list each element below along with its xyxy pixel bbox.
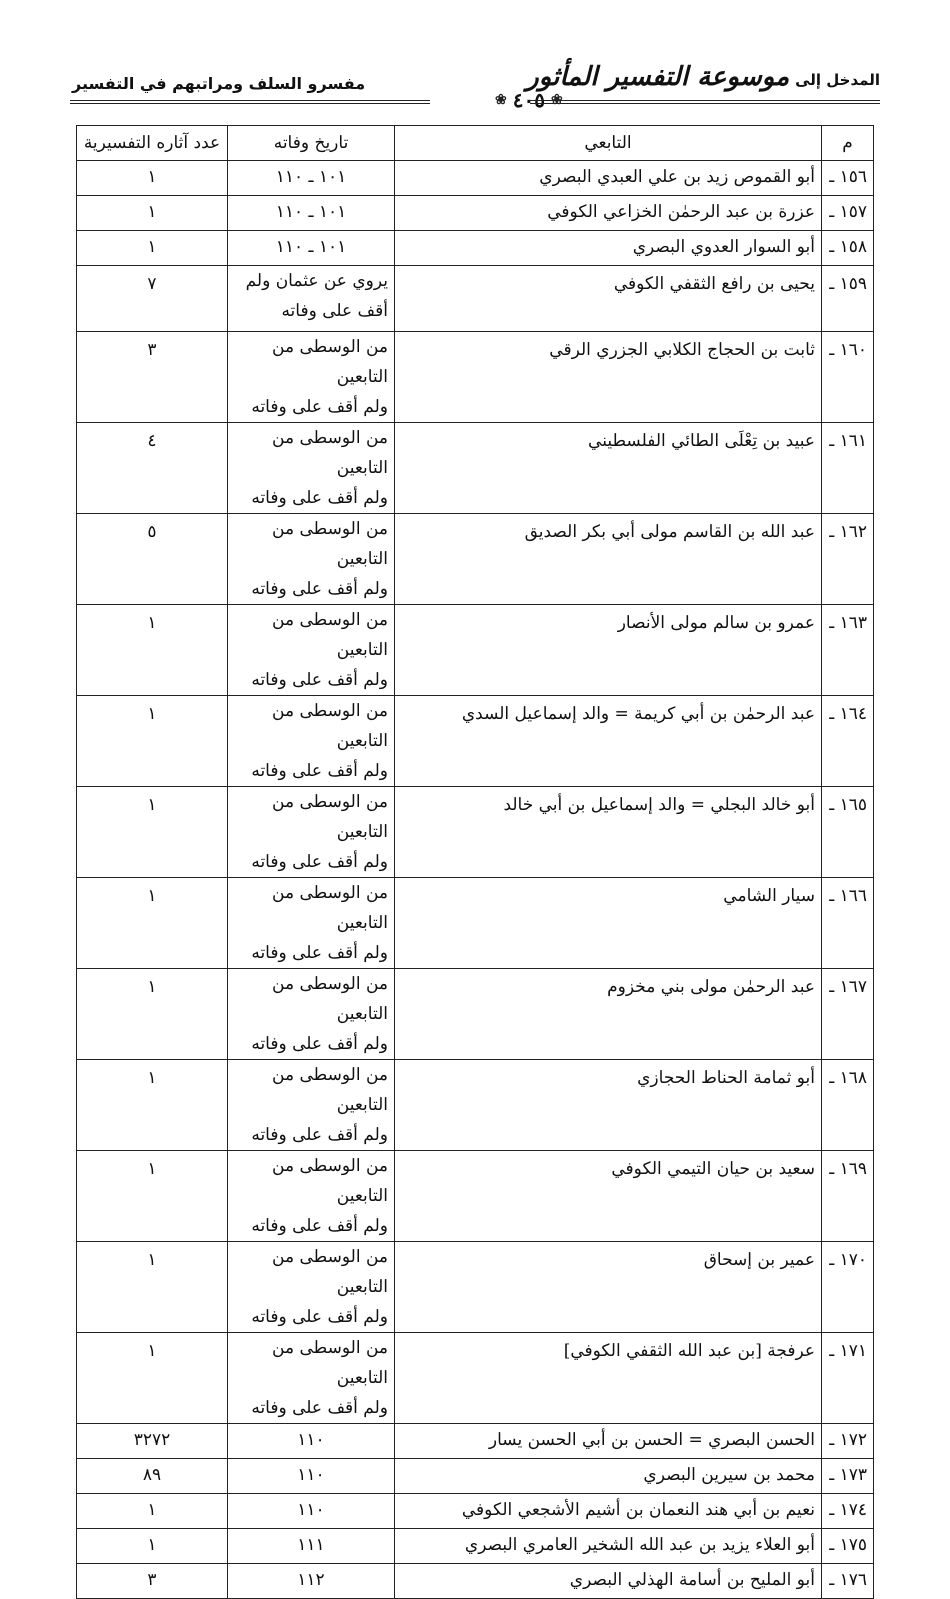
table-row <box>77 161 874 196</box>
death-date-line: يروي عن عثمان ولم <box>245 271 388 291</box>
table-row <box>77 1424 874 1459</box>
table-row <box>77 514 874 605</box>
tabii-name: ثابت بن الحجاج الكلابي الجزري الرقي <box>395 332 822 423</box>
row-number: ١٦٦ ـ <box>822 878 874 969</box>
death-date <box>228 423 395 514</box>
death-date <box>228 332 395 423</box>
column-header-death-date: تاريخ وفاته <box>228 126 395 161</box>
tabii-name: أبو ثمامة الحناط الحجازي <box>395 1060 822 1151</box>
table-row <box>77 1529 874 1564</box>
death-date-line: من الوسطى من التابعين <box>272 428 388 478</box>
row-number: ١٦٩ ـ <box>822 1151 874 1242</box>
death-date-line: من الوسطى من التابعين <box>272 974 388 1024</box>
tabieen-table <box>76 125 874 1599</box>
death-date <box>228 1333 395 1424</box>
athar-count: ١ <box>77 1242 228 1333</box>
tabii-name: أبو السوار العدوي البصري <box>395 231 822 266</box>
athar-count: ١ <box>77 1333 228 1424</box>
tabii-name: أبو خالد البجلي = والد إسماعيل بن أبي خالد <box>395 787 822 878</box>
tabii-name: عمرو بن سالم مولى الأنصار <box>395 605 822 696</box>
death-date-line: من الوسطى من التابعين <box>272 1247 388 1297</box>
tabii-name: يحيى بن رافع الثقفي الكوفي <box>395 266 822 332</box>
death-date-line: من الوسطى من التابعين <box>272 701 388 751</box>
book-title: موسوعة التفسير المأثور <box>526 62 790 92</box>
row-number: ١٧٠ ـ <box>822 1242 874 1333</box>
row-number: ١٧٢ ـ <box>822 1424 874 1459</box>
death-date <box>228 1060 395 1151</box>
row-number: ١٧١ ـ <box>822 1333 874 1424</box>
header-rule <box>530 100 880 101</box>
athar-count: ١ <box>77 1494 228 1529</box>
athar-count: ٣ <box>77 1564 228 1599</box>
death-date <box>228 266 395 332</box>
ornament-icon: ❀ <box>495 92 507 108</box>
athar-count: ١ <box>77 605 228 696</box>
death-date-line: أقف على وفاته <box>281 301 388 321</box>
table-row <box>77 1333 874 1424</box>
table-row <box>77 423 874 514</box>
death-date-line: ولم أقف على وفاته <box>251 1034 388 1054</box>
header-rule <box>530 103 880 104</box>
table-row <box>77 231 874 266</box>
death-date <box>228 605 395 696</box>
row-number: ١٧٥ ـ <box>822 1529 874 1564</box>
death-date-line: ولم أقف على وفاته <box>251 761 388 781</box>
column-header-number: م <box>822 126 874 161</box>
row-number: ١٦٨ ـ <box>822 1060 874 1151</box>
athar-count: ١ <box>77 161 228 196</box>
athar-count: ٥ <box>77 514 228 605</box>
athar-count: ١ <box>77 1151 228 1242</box>
death-date-line: ولم أقف على وفاته <box>251 852 388 872</box>
table-row <box>77 1459 874 1494</box>
tabii-name: عبد الرحمٰن بن أبي كريمة = والد إسماعيل السدي <box>395 696 822 787</box>
row-number: ١٦٣ ـ <box>822 605 874 696</box>
row-number: ١٦٤ ـ <box>822 696 874 787</box>
table-row <box>77 878 874 969</box>
death-date: ١٠١ ـ ١١٠ <box>228 196 395 231</box>
athar-count: ٧ <box>77 266 228 332</box>
death-date <box>228 1151 395 1242</box>
athar-count: ١ <box>77 969 228 1060</box>
table-row <box>77 332 874 423</box>
tabii-name: أبو المليح بن أسامة الهذلي البصري <box>395 1564 822 1599</box>
tabii-name: سعيد بن حيان التيمي الكوفي <box>395 1151 822 1242</box>
death-date: ١١٠ <box>228 1494 395 1529</box>
table-row <box>77 696 874 787</box>
death-date <box>228 878 395 969</box>
tabii-name: عبيد بن تِعْلَى الطائي الفلسطيني <box>395 423 822 514</box>
table-row <box>77 605 874 696</box>
table-row <box>77 266 874 332</box>
tabii-name: عمير بن إسحاق <box>395 1242 822 1333</box>
table-row <box>77 969 874 1060</box>
row-number: ١٦٢ ـ <box>822 514 874 605</box>
column-header-count: عدد آثاره التفسيرية <box>77 126 228 161</box>
table-row <box>77 1494 874 1529</box>
chapter-title: مفسرو السلف ومراتبهم في التفسير <box>72 74 366 93</box>
tabii-name: عبد الله بن القاسم مولى أبي بكر الصديق <box>395 514 822 605</box>
death-date-line: ولم أقف على وفاته <box>251 397 388 417</box>
death-date <box>228 1242 395 1333</box>
death-date <box>228 696 395 787</box>
death-date-line: من الوسطى من التابعين <box>272 337 388 387</box>
row-number: ١٥٧ ـ <box>822 196 874 231</box>
table-row <box>77 1060 874 1151</box>
death-date-line: ولم أقف على وفاته <box>251 1398 388 1418</box>
header-rule <box>70 100 430 101</box>
death-date-line: من الوسطى من التابعين <box>272 1338 388 1388</box>
death-date <box>228 787 395 878</box>
death-date: ١١١ <box>228 1529 395 1564</box>
death-date-line: ولم أقف على وفاته <box>251 1307 388 1327</box>
column-header-name: التابعي <box>395 126 822 161</box>
athar-count: ٣ <box>77 332 228 423</box>
death-date-line: من الوسطى من التابعين <box>272 519 388 569</box>
athar-count: ١ <box>77 696 228 787</box>
row-number: ١٦٠ ـ <box>822 332 874 423</box>
death-date-line: من الوسطى من التابعين <box>272 610 388 660</box>
death-date-line: ولم أقف على وفاته <box>251 1125 388 1145</box>
death-date-line: من الوسطى من التابعين <box>272 1065 388 1115</box>
tabii-name: محمد بن سيرين البصري <box>395 1459 822 1494</box>
death-date: ١١٠ <box>228 1424 395 1459</box>
death-date: ١٠١ ـ ١١٠ <box>228 231 395 266</box>
ornament-icon: ❀ <box>550 92 563 108</box>
death-date-line: ولم أقف على وفاته <box>251 488 388 508</box>
header-rule <box>70 103 430 104</box>
tabii-name: نعيم بن أبي هند النعمان بن أشيم الأشجعي الكوفي <box>395 1494 822 1529</box>
tabii-name: الحسن البصري = الحسن بن أبي الحسن يسار <box>395 1424 822 1459</box>
death-date <box>228 969 395 1060</box>
athar-count: ١ <box>77 787 228 878</box>
death-date-line: ولم أقف على وفاته <box>251 943 388 963</box>
death-date-line: من الوسطى من التابعين <box>272 883 388 933</box>
death-date-line: من الوسطى من التابعين <box>272 792 388 842</box>
table-row <box>77 1151 874 1242</box>
row-number: ١٧٦ ـ <box>822 1564 874 1599</box>
row-number: ١٦٧ ـ <box>822 969 874 1060</box>
tabii-name: عرفجة [بن عبد الله الثقفي الكوفي] <box>395 1333 822 1424</box>
row-number: ١٥٨ ـ <box>822 231 874 266</box>
death-date-line: ولم أقف على وفاته <box>251 1216 388 1236</box>
row-number: ١٧٤ ـ <box>822 1494 874 1529</box>
tabii-name: أبو القموص زيد بن علي العبدي البصري <box>395 161 822 196</box>
tabii-name: أبو العلاء يزيد بن عبد الله الشخير العامري البصري <box>395 1529 822 1564</box>
death-date: ١١٢ <box>228 1564 395 1599</box>
row-number: ١٦١ ـ <box>822 423 874 514</box>
table-row <box>77 1242 874 1333</box>
book-prefix: المدخل إلى <box>795 71 880 89</box>
page-number: ٤٠٥ <box>512 88 545 112</box>
death-date: ١١٠ <box>228 1459 395 1494</box>
table-row <box>77 787 874 878</box>
row-number: ١٥٦ ـ <box>822 161 874 196</box>
death-date-line: من الوسطى من التابعين <box>272 1156 388 1206</box>
death-date-line: ولم أقف على وفاته <box>251 670 388 690</box>
row-number: ١٥٩ ـ <box>822 266 874 332</box>
athar-count: ٤ <box>77 423 228 514</box>
athar-count: ١ <box>77 878 228 969</box>
book-title-block <box>526 62 880 92</box>
tabii-name: سيار الشامي <box>395 878 822 969</box>
death-date: ١٠١ ـ ١١٠ <box>228 161 395 196</box>
athar-count: ٨٩ <box>77 1459 228 1494</box>
table-header-row <box>77 126 874 161</box>
tabii-name: عبد الرحمٰن مولى بني مخزوم <box>395 969 822 1060</box>
athar-count: ١ <box>77 196 228 231</box>
athar-count: ١ <box>77 1060 228 1151</box>
athar-count: ١ <box>77 1529 228 1564</box>
athar-count: ١ <box>77 231 228 266</box>
death-date-line: ولم أقف على وفاته <box>251 579 388 599</box>
death-date <box>228 514 395 605</box>
row-number: ١٧٣ ـ <box>822 1459 874 1494</box>
row-number: ١٦٥ ـ <box>822 787 874 878</box>
table-row <box>77 1564 874 1599</box>
table-row <box>77 196 874 231</box>
athar-count: ٣٢٧٢ <box>77 1424 228 1459</box>
tabii-name: عزرة بن عبد الرحمٰن الخزاعي الكوفي <box>395 196 822 231</box>
